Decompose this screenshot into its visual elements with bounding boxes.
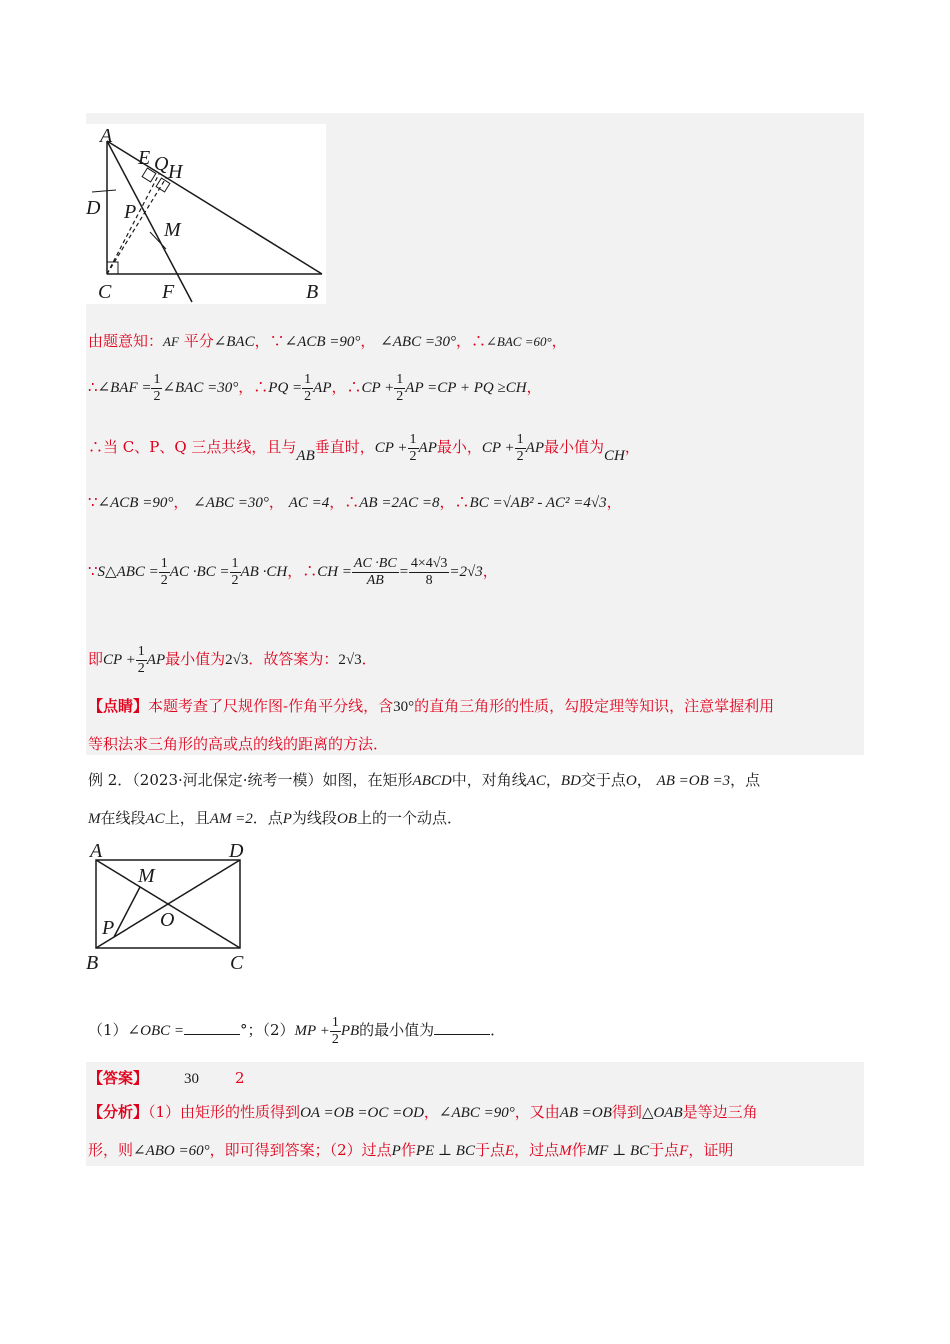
- example2-line-2: [88, 808, 462, 829]
- fraction: $\frac{1}{2}$: [153, 371, 161, 404]
- math: O: [625, 773, 637, 789]
- math: CP +: [361, 380, 395, 396]
- fraction: $\frac{AC \cdot BC}{AB}$: [353, 555, 397, 588]
- math: OA =OB =OC =OD: [300, 1105, 424, 1121]
- text: ，: [173, 493, 189, 511]
- math: AF: [163, 334, 179, 349]
- math: F: [679, 1143, 689, 1159]
- answer-value-2: 2: [235, 1069, 245, 1087]
- label-F: F: [162, 281, 175, 303]
- math: AB =OB =3: [656, 773, 731, 789]
- answer-blank-2[interactable]: [434, 1020, 490, 1035]
- rectangle-diagram: [86, 838, 256, 974]
- text: 的直角三角形的性质，勾股定理等知识，注意掌握利用: [414, 697, 775, 715]
- text: ，又由: [514, 1103, 560, 1121]
- solution-line-6: [88, 640, 377, 679]
- text: °；（2）: [240, 1021, 295, 1039]
- math: PB: [340, 1023, 360, 1039]
- text: ，: [526, 378, 542, 396]
- text: 上的一个动点．: [356, 809, 462, 827]
- math: =2√3: [449, 564, 483, 580]
- dianjing-tag: 【点睛】: [88, 697, 149, 715]
- text: ，: [606, 493, 622, 511]
- text: ，即可得到答案；（2）过点: [209, 1141, 392, 1159]
- math: PQ =: [268, 380, 303, 396]
- dianjing-line-1: [88, 696, 774, 717]
- math: MP +: [294, 1023, 330, 1039]
- fraction: $\frac{1}{2}$: [409, 431, 417, 464]
- label-D: D: [229, 840, 244, 862]
- label-A: A: [90, 840, 103, 862]
- math: P: [282, 811, 292, 827]
- math: ∠OBC =: [127, 1023, 184, 1039]
- math: ∠BAC =30°: [162, 380, 239, 396]
- figure-2: [86, 838, 256, 974]
- math: PE ⊥ BC: [415, 1143, 475, 1159]
- math: BD: [560, 773, 581, 789]
- fraction: $\frac{1}{2}$: [516, 431, 524, 464]
- answer-line: [88, 1068, 245, 1089]
- text: 中，对角线: [451, 771, 527, 789]
- math: =: [398, 564, 409, 580]
- text: ∵: [88, 562, 98, 580]
- math: AM =2: [209, 811, 253, 827]
- math: ∠ABO =60°: [133, 1143, 210, 1159]
- math: M: [559, 1143, 572, 1159]
- math: ∠BAC =60°: [486, 334, 552, 349]
- math: 30°: [393, 699, 415, 715]
- math: OB: [336, 811, 357, 827]
- text: 例 2．（2023·河北保定·统考一模）如图，在矩形: [88, 771, 413, 789]
- analysis-tag: 【分析】: [88, 1103, 149, 1121]
- answer-blank-1[interactable]: [184, 1020, 240, 1035]
- label-Q: Q: [154, 153, 169, 175]
- text: ，: [482, 562, 498, 580]
- text: ，证明: [688, 1141, 734, 1159]
- text: 在线段: [100, 809, 146, 827]
- math: 2√3: [225, 652, 249, 668]
- text: ，过点: [514, 1141, 560, 1159]
- text: ，∴: [287, 562, 318, 580]
- text: ，: [551, 332, 567, 350]
- solution-line-1: [88, 331, 567, 352]
- text: ，点: [730, 771, 761, 789]
- label-B: B: [86, 952, 99, 974]
- text: ，∴: [439, 493, 470, 511]
- math: AB ·CH: [240, 564, 288, 580]
- math: AB =2AC =8: [359, 495, 440, 511]
- solution-line-3: [88, 428, 640, 467]
- figure-1: [86, 124, 326, 304]
- text: 由题意知：: [88, 332, 164, 350]
- text: ．: [361, 650, 377, 668]
- math: ABCD: [412, 773, 452, 789]
- math: AC =4: [288, 495, 330, 511]
- text: ，∴: [238, 378, 269, 396]
- text: ，: [636, 771, 652, 789]
- math: 2√3: [338, 652, 362, 668]
- label-A: A: [100, 125, 113, 147]
- math: E: [504, 1143, 515, 1159]
- text: 等积法求三角形的高或点的线的距离的方法．: [88, 735, 389, 753]
- example2-line-1: [88, 770, 760, 791]
- fraction: $\frac{1}{2}$: [160, 555, 168, 588]
- text: ．故答案为：: [248, 650, 339, 668]
- math: AP: [418, 440, 437, 456]
- text: （1）: [88, 1021, 128, 1039]
- math: CP +: [481, 440, 515, 456]
- label-P: P: [102, 917, 115, 939]
- text: 的最小值为: [359, 1021, 435, 1039]
- math: ∠ABC =30°: [193, 495, 269, 511]
- text: ，: [423, 1103, 439, 1121]
- math: CH: [604, 448, 625, 464]
- text: ，∴: [331, 378, 362, 396]
- math: △OAB: [641, 1105, 683, 1121]
- fraction: $\frac{4\times 4√3}{8}$: [410, 555, 448, 588]
- text: 平分: [183, 332, 214, 350]
- math: AP: [525, 440, 544, 456]
- text: 作: [571, 1141, 587, 1159]
- math: AP =CP + PQ ≥CH: [405, 380, 527, 396]
- label-E: E: [138, 147, 151, 169]
- label-P: P: [124, 201, 137, 223]
- text: 上，且: [164, 809, 210, 827]
- text: （1）由矩形的性质得到: [148, 1103, 301, 1121]
- text: ，∵: [254, 332, 285, 350]
- label-M: M: [138, 865, 155, 887]
- solution-line-2: [88, 368, 542, 407]
- math: AB =OB: [559, 1105, 612, 1121]
- math: AC: [145, 811, 165, 827]
- text: ，∴: [329, 493, 360, 511]
- fraction: $\frac{1}{2}$: [331, 1014, 339, 1047]
- text: 形，则: [88, 1141, 134, 1159]
- math: ∠ABC =90°: [438, 1105, 515, 1121]
- math: ∠ABC =30°: [380, 334, 456, 350]
- fraction: $\frac{1}{2}$: [231, 555, 239, 588]
- text: ∴: [88, 378, 98, 396]
- math: ∠ACB =90°: [97, 495, 174, 511]
- solution-line-5: [88, 550, 498, 593]
- text: 即: [88, 650, 104, 668]
- label-C: C: [98, 281, 112, 303]
- solution-line-4: [88, 492, 622, 513]
- math: CP +: [374, 440, 408, 456]
- fraction: $\frac{1}{2}$: [137, 643, 145, 676]
- text: ．: [490, 1021, 506, 1039]
- math: ∠ACB =90°: [284, 334, 361, 350]
- math: BC =√AB² - AC² =4√3: [469, 495, 607, 511]
- text: 作: [400, 1141, 416, 1159]
- math: AP: [146, 652, 166, 668]
- text: ∵: [88, 493, 98, 511]
- answer-value-1: 30: [184, 1071, 200, 1087]
- text: 最小值为: [543, 438, 604, 456]
- math: AP: [313, 380, 332, 396]
- analysis-line-2: [88, 1140, 733, 1161]
- text: ，: [624, 438, 640, 456]
- math: S△ABC =: [97, 564, 159, 580]
- text: ．点: [252, 809, 283, 827]
- text: ，: [268, 493, 284, 511]
- text: ，∴: [455, 332, 486, 350]
- dianjing-line-2: [88, 734, 388, 754]
- math: CH =: [317, 564, 352, 580]
- text: 本题考查了尺规作图-作角平分线，含: [148, 697, 394, 715]
- fraction: $\frac{1}{2}$: [304, 371, 312, 404]
- fraction: $\frac{1}{2}$: [396, 371, 404, 404]
- math: AB: [296, 448, 315, 464]
- text: ，: [360, 332, 376, 350]
- label-B: B: [306, 281, 319, 303]
- text: ∴当 C、P、Q 三点共线，且与: [88, 438, 297, 456]
- triangle-diagram: [86, 124, 326, 304]
- label-O: O: [160, 909, 175, 931]
- text: 垂直时，: [314, 438, 375, 456]
- text: 得到: [611, 1103, 642, 1121]
- text: 最小值为: [165, 650, 226, 668]
- label-C: C: [230, 952, 244, 974]
- label-D: D: [86, 197, 101, 219]
- math: M: [88, 811, 101, 827]
- text: 于点: [474, 1141, 505, 1159]
- example2-questions: [88, 1010, 505, 1051]
- text: 为线段: [291, 809, 337, 827]
- label-M: M: [164, 219, 181, 241]
- math: CP +: [103, 652, 136, 668]
- analysis-line-1: [88, 1102, 758, 1123]
- text: ，: [545, 771, 561, 789]
- text: 最小，: [436, 438, 482, 456]
- answer-tag: 【答案】: [88, 1069, 149, 1087]
- math: MF ⊥ BC: [586, 1143, 650, 1159]
- math: AC: [526, 773, 546, 789]
- math: ∠BAF =: [97, 380, 152, 396]
- text: 是等边三角: [682, 1103, 758, 1121]
- math: AC ·BC =: [169, 564, 230, 580]
- text: 交于点: [580, 771, 626, 789]
- math: P: [391, 1143, 401, 1159]
- label-H: H: [168, 161, 183, 183]
- text: 于点: [649, 1141, 680, 1159]
- math: ∠BAC: [213, 334, 255, 350]
